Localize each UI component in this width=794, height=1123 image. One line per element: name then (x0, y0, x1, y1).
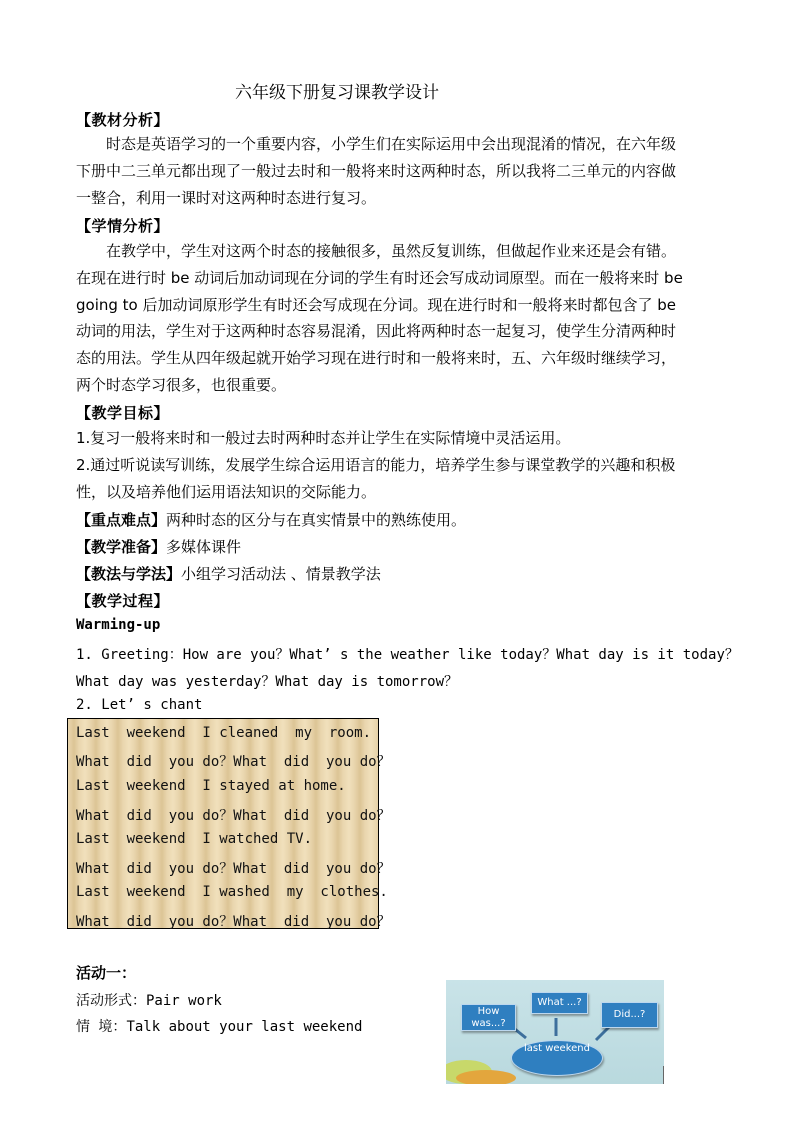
goals-line-3: 性，以及培养他们运用语法知识的交际能力。 (76, 483, 377, 501)
chant-line: Last weekend I cleaned my room. (76, 725, 372, 741)
section-heading-methods: 【教法与学法】 (76, 565, 182, 583)
greeting-line-1: 1. Greeting：How are you？What’ s the weather like today？What day is it today？ (76, 647, 739, 663)
material-line-1: 时态是英语学习的一个重要内容，小学生们在实际运用中会出现混淆的情况，在六年级 (106, 135, 677, 153)
warmup-label: Warming-up (76, 617, 161, 633)
activity1-heading: 活动一： (76, 964, 137, 982)
methods-text: 小组学习活动法 、情景教学法 (181, 565, 381, 583)
methods-row (76, 563, 381, 584)
activity1-situation (76, 1016, 362, 1036)
page-title: 六年级下册复习课教学设计 (235, 83, 439, 103)
chant-label: 2. Let’ s chant (76, 697, 203, 713)
last-weekend-diagram (446, 980, 664, 1084)
chant-line: What did you do？What did you do？ (76, 754, 391, 770)
chant-box (67, 718, 391, 930)
chant-line: Last weekend I stayed at home. (76, 778, 346, 794)
material-line-3: 一整合，利用一课时对这两种时态进行复习。 (76, 189, 377, 207)
activity1-form: 活动形式：Pair work (76, 993, 222, 1009)
section-heading-keypoints: 【重点难点】 (76, 511, 167, 529)
greeting-line-2: What day was yesterday？What day is tomorrow？ (76, 674, 459, 690)
section-heading-process: 【教学过程】 (76, 592, 170, 610)
section-heading-goals: 【教学目标】 (76, 404, 170, 422)
section-heading-material: 【教材分析】 (76, 111, 170, 129)
situation-label: 情 境： (76, 1019, 127, 1035)
students-line-3: going to 后加动词原形学生有时还会写成现在分词。现在进行时和一般将来时都包含了 be (76, 296, 677, 314)
chant-line: Last weekend I washed my clothes. (76, 884, 388, 900)
chant-line: What did you do？What did you do？ (76, 914, 391, 930)
students-line-1: 在教学中，学生对这两个时态的接触很多，虽然反复训练，但做起作业来还是会有错。 (106, 242, 677, 260)
students-line-2: 在现在进行时 be 动词后加动词现在分词的学生有时还会写成动词原型。而在一般将来时 be (76, 269, 683, 287)
students-line-5: 态的用法。学生从四年级起就开始学习现在进行时和一般将来时，五、六年级时继续学习， (76, 349, 677, 367)
did-bubble: Did...? (601, 1002, 658, 1028)
situation-text: Talk about your last weekend (126, 1019, 363, 1035)
goals-line-1: 1.复习一般将来时和一般过去时两种时态并让学生在实际情境中灵活运用。 (76, 429, 571, 447)
keypoints-text: 两种时态的区分与在真实情景中的熟练使用。 (166, 511, 467, 529)
chant-line: What did you do？What did you do？ (76, 861, 391, 877)
students-line-6: 两个时态学习很多，也很重要。 (76, 376, 287, 394)
section-heading-prep: 【教学准备】 (76, 538, 167, 556)
how-bubble: How was...? (461, 1004, 516, 1031)
prep-row (76, 536, 241, 557)
what-bubble: What ...? (531, 992, 588, 1014)
material-line-2: 下册中二三单元都出现了一般过去时和一般将来时这两种时态，所以我将二三单元的内容做 (76, 162, 677, 180)
section-heading-students: 【学情分析】 (76, 217, 170, 235)
center-bubble: last weekend (511, 1040, 603, 1076)
prep-text: 多媒体课件 (166, 538, 242, 556)
chant-line: What did you do？What did you do？ (76, 808, 391, 824)
students-line-4: 动词的用法，学生对于这两种时态容易混淆，因此将两种时态一起复习，使学生分清两种时 (76, 322, 677, 340)
keypoints-row (76, 509, 466, 530)
chant-line: Last weekend I watched TV. (76, 831, 313, 847)
goals-line-2: 2.通过听说读写训练，发展学生综合运用语言的能力，培养学生参与课堂教学的兴趣和积极 (76, 456, 676, 474)
image-edge (663, 1066, 664, 1084)
